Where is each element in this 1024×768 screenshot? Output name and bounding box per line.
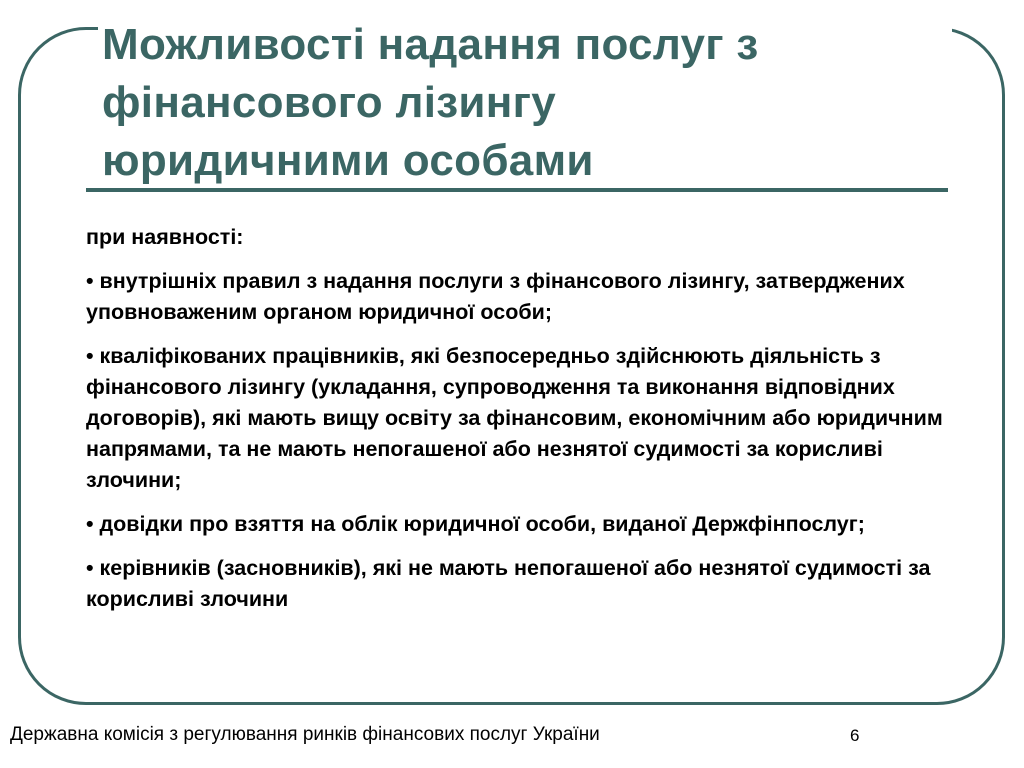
slide-title	[98, 16, 952, 190]
bullet-item: • внутрішніх правил з надання послуги з фінансового лізингу, затверджених уповноваженим органом юридичної особи;	[86, 269, 905, 324]
intro-text: при наявності:	[86, 225, 244, 249]
footer-organization: Державна комісія з регулювання ринків фінансових послуг України	[10, 724, 600, 745]
title-line: фінансового лізингу	[102, 78, 557, 127]
bullet-item: • довідки про взяття на облік юридичної особи, виданої Держфінпослуг;	[86, 512, 865, 536]
page-number: 6	[850, 726, 860, 745]
title-line: Можливості надання послуг з	[102, 20, 759, 69]
slide-body	[86, 222, 966, 628]
title-divider	[86, 188, 948, 192]
title-line: юридичними особами	[102, 136, 594, 185]
bullet-item: • керівників (засновників), які не мають непогашеної або незнятої судимості за корисливі злочини	[86, 556, 931, 611]
bullet-item: • кваліфікованих працівників, які безпосередньо здійснюють діяльність з фінансового лізингу (укладання, супроводження та виконання відповідних договорів), які мають вищу освіту за фінансовим, економічним або юридичним напрямами, та не мають непогашеної або незнятої судимості за корисливі злочини;	[86, 344, 943, 492]
